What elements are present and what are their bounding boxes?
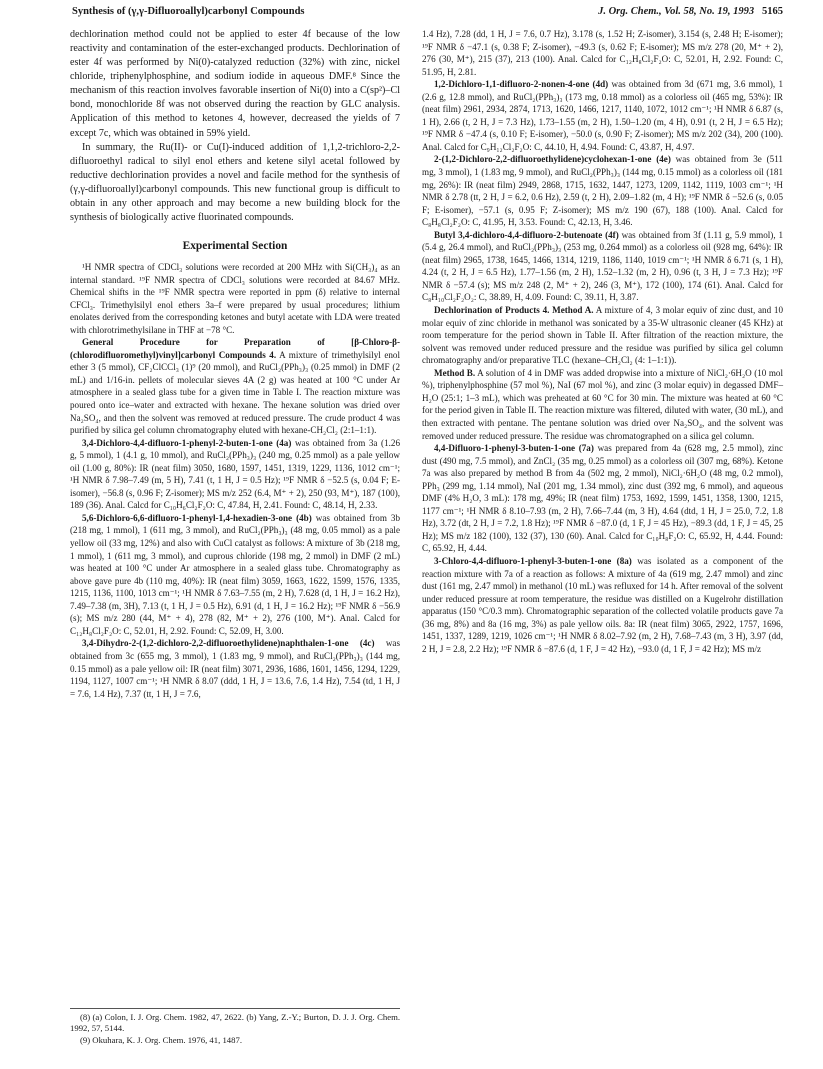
compound-4e-name: 2-(1,2-Dichloro-2,2-difluoroethylidene)cyclohexan-1-one (4e) <box>434 154 671 165</box>
running-title: Synthesis of (γ,γ-Difluoroallyl)carbonyl Compounds <box>72 6 305 17</box>
compound-8a-name: 3-Chloro-4,4-difluoro-1-phenyl-3-buten-1-one (8a) <box>434 555 632 566</box>
compound-4f-paragraph <box>422 229 783 304</box>
page-number: 5165 <box>762 6 783 17</box>
footnote-9: (9) Okuhara, K. J. Org. Chem. 1976, 41, 1487. <box>80 1034 242 1045</box>
procedure-heading: General Procedure for Preparation of [β-Chloro-β-(chlorodifluoromethyl)vinyl]carbonyl Compounds 4. <box>70 337 400 360</box>
compound-8a-data: was isolated as a component of the reaction mixture with 7a of a reaction as follows: A mixture of 4a (619 mg, 2.47 mmol) and zinc dust (161 mg, 2.47 mmol) in methanol (10 mL) was refluxed for 14 h. After removal of the solvent under reduced pressure at room temperature, the residue was distilled on a Kugelrohr distillation apparatus (150 °C/0.3 mm). Chromatographic separation of the collected volatile products gave 7a (36 mg, 8%) and 8a (16 mg, 3%) as pale yellow oils. 8a: IR (neat film) 3065, 2922, 1757, 1696, 1451, 1337, 1289, 1219, 1026 cm⁻¹; ¹H NMR δ 8.02–7.92 (m, 2 H), 7.68–7.43 (m, 3 H), 3.97 (dd, 2 H, J = 2.8, 2.2 Hz); ¹⁹F NMR δ −87.6 (d, 1 F, J = 42 Hz), −93.0 (d, 1 F, J = 42 Hz); MS m/z <box>422 555 784 654</box>
method-b-paragraph <box>422 367 783 442</box>
section-title: Experimental Section <box>182 240 288 253</box>
compound-8a-paragraph <box>422 555 783 655</box>
compound-4a-data: was obtained from 3a (1.26 g, 5 mmol), 1 (4.1 g, 10 mmol), and RuCl₂(PPh₃)₃ (240 mg, 0.25 mmol) as a pale yellow oil (1.00 g, 80%): IR (neat film) 3050, 1680, 1597, 1451, 1319, 1229, 1136, 1012 cm⁻¹; ¹H NMR δ 7.98–7.49 (m, 5 H), 7.41 (t, 1 H, J = 0.5 Hz); ¹⁹F NMR δ −52.5 (s, 0.04 F; E-isomer), −56.8 (s, 0.96 F; Z-isomer); MS m/z 252 (6.4, M⁺ + 2), 250 (93, M⁺), 187 (100), 189 (36). Anal. Calcd for C₁₀H₆Cl₂F₂O: C, 47.84, H, 2.41. Found: C, 48.14, H, 2.33. <box>70 437 400 511</box>
journal-citation <box>598 6 783 17</box>
compound-4d-paragraph <box>422 78 783 153</box>
procedure-text: A mixture of trimethylsilyl enol ether 3 (5 mmol), CF₂ClCCl₃ (1)⁹ (20 mmol), and RuCl₂(PPh₃)₃ (0.25 mmol) in DMF (2 mL) and 1/16-in. pellets of molecular sieves 4A (2 g) was heated at 100 °C under Ar atmosphere in a sealed glass tube for a given time in Table I. The reaction mixture was poured onto ice–water and extracted with hexane. The hexane solution was dried over Na₂SO₄, and then the solvent was removed at reduced pressure. The crude product 4 was purified by silica gel column chromatography eluted with hexane-CH₂Cl₂ (2:1–1:1). <box>70 349 400 436</box>
compound-7a-data: was prepared from 4a (628 mg, 2.5 mmol), zinc dust (490 mg, 7.5 mmol), and ZnCl₂ (35 mg, 0.25 mmol) as a colorless oil (307 mg, 68%). Ketone 7a was also prepared by method B from 4a (502 mg, 2 mmol), NiCl₂·6H₂O (48 mg, 0.2 mmol), PPh₃ (299 mg, 1.14 mmol), NaI (201 mg, 1.34 mmol), zinc dust (392 mg, 6 mmol), and aqueous DMF (4% H₂O, 3 mL): 178 mg, 49%; IR (neat film) 1753, 1692, 1599, 1451, 1358, 1300, 1215, 1177 cm⁻¹; ¹H NMR δ 8.10–7.93 (m, 2 H), 7.66–7.44 (m, 3 H), 4.64 (dtd, 1 H, J = 25.0, 7.2, 1.8 Hz), 3.72 (dt, 2 H, J = 7.2, 1.8 Hz); ¹⁹F NMR δ −87.0 (d, 1 F, J = 45 Hz), −89.3 (dd, 1 F, J = 45, 25 Hz); MS m/z 182 (100), 132 (37), 130 (60). Anal. Calcd for C₁₀H₈F₂O: C, 65.92, H, 4.44. Found: C, 65.92, H, 4.44. <box>422 443 783 554</box>
left-column <box>70 28 400 700</box>
procedure-paragraph <box>70 336 400 436</box>
compound-4f-name: Butyl 3,4-dichloro-4,4-difluoro-2-butenoate (4f) <box>434 229 619 240</box>
method-a-paragraph <box>422 304 783 367</box>
method-a-text: A mixture of 4, 3 molar equiv of zinc dust, and 10 molar equiv of zinc chloride in methanol was sonicated by a 35-W ultrasonic cleaner (45 KHz) at room temperature for the period shown in Table II. After filtration of the reaction mixture, the solvent was removed under reduced pressure and the residue was purified by silica gel column chromatography and/or preparative TLC (hexane–CH₂Cl₂ (4: 1–1:1)). <box>422 305 783 366</box>
compound-4a-name: 3,4-Dichloro-4,4-difluoro-1-phenyl-2-buten-1-one (4a) <box>82 437 292 448</box>
compound-4b-paragraph <box>70 512 400 637</box>
compound-4e-paragraph <box>422 153 783 228</box>
compound-4b-name: 5,6-Dichloro-6,6-difluoro-1-phenyl-1,4-hexadien-3-one (4b) <box>82 512 312 523</box>
compound-7a-name: 4,4-Difluoro-1-phenyl-3-buten-1-one (7a) <box>434 443 594 454</box>
compound-4c-data: was obtained from 3c (655 mg, 3 mmol), 1 (1.83 mg, 9 mmol), and RuCl₂(PPh₃)₃ (144 mg, 0.15 mmol) as a pale yellow oil: IR (neat film) 3071, 2936, 1686, 1601, 1456, 1294, 1229, 1194, 1127, 1007 cm⁻¹; ¹H NMR δ 8.07 (ddd, 1 H, J = 13.6, 7.6, 1.4 Hz), 7.54 (td, 1 H, J = 7.6, 1.4 Hz), 7.37 (tt, 1 H, J = 7.6, <box>70 638 400 699</box>
running-head <box>72 6 783 24</box>
compound-4d-data: was obtained from 3d (671 mg, 3.6 mmol), 1 (2.6 g, 12.8 mmol), and RuCl₂(PPh₃)₃ (173 mg, 0.18 mmol) as a colorless oil (465 mg, 53%): IR (neat film) 2961, 2934, 2874, 1713, 1620, 1466, 1217, 1140, 1072, 1012 cm⁻¹; ¹H NMR δ 6.87 (s, 1 H), 2.66 (t, 2 H, J = 7.3 Hz), 1.73–1.55 (m, 2 H), 1.50–1.20 (m, 4 H), 0.91 (t, 2 H, J = 6.5 Hz); ¹⁹F NMR δ −47.4 (s, 0.10 F; E-isomer), −50.0 (s, 0.90 F; Z-isomer); MS m/z 202 (34), 200 (100). Anal. Calcd for C₉H₁₂Cl₂F₂O: C, 44.10, H, 4.94. Found: C, 43.87, H, 4.97. <box>422 79 784 152</box>
compound-4a-paragraph <box>70 437 400 512</box>
compound-4d-name: 1,2-Dichloro-1,1-difluoro-2-nonen-4-one (4d) <box>434 79 609 90</box>
volume-issue-year: Vol. 58, No. 19, 1993 <box>664 6 755 17</box>
experimental-intro: ¹H NMR spectra of CDCl₃ solutions were recorded at 200 MHz with Si(CH₃)₄ as an internal standard. ¹⁹F NMR spectra of CDCl₃ solutions were recorded at 84.67 MHz. Chemical shifts in the ¹⁹F NMR spectra were reported in ppm (δ) relative to internal CFCl₃. Trimethylsilyl enol ethers 3a–f were prepared by usual procedures; lithium enolates derived from the corresponding ketones and butyl acetate with LDA were treated with chlorotrimethylsilane in THF at −78 °C. <box>70 262 400 335</box>
compound-4e-data: was obtained from 3e (511 mg, 3 mmol), 1 (1.83 mg, 9 mmol), and RuCl₂(PPh₃)₃ (144 mg, 0.15 mmol) as a colorless oil (181 mg, 26%): IR (neat film) 2949, 2868, 1715, 1632, 1447, 1273, 1209, 1142, 1119, 1003 cm⁻¹; ¹H NMR δ 2.78 (tt, 2 H, J = 6.2, 0.6 Hz), 2.59 (t, 2 H), 2.09–1.82 (m, 4 H); ¹⁹F NMR δ −52.6 (s, 0.05 F; E-isomer), −57.1 (s, 0.95 F; Z-isomer); MS m/z 190 (67), 188 (100). Anal. Calcd for C₈H₈Cl₂F₂O: C, 41.95, H, 3.53. Found: C, 42.13, H, 3.46. <box>422 154 783 228</box>
compound-4c-paragraph <box>70 637 400 700</box>
journal-name: J. Org. Chem., <box>598 6 662 17</box>
compound-4b-data: was obtained from 3b (218 mg, 1 mmol), 1 (611 mg, 3 mmol), and RuCl₂(PPh₃)₃ (48 mg, 0.05 mmol) as a pale yellow oil (33 mg, 12%) and also with CuCl catalyst as follows: A mixture of 3b (218 mg, 1 mmol), 1 (611 mg, 3 mmol), and cuprous chloride (198 mg, 2 mmol) in DMF (2 mL) was heated at 100 °C under Ar atmosphere in a sealed glass tube. Chromatography as above gave pure 4b (110 mg, 40%): IR (neat film) 3059, 1663, 1622, 1599, 1576, 1335, 1215, 1136, 1100, 1013 cm⁻¹; ¹H NMR δ 7.63–7.55 (m, 2 H), 7.628 (d, 1 H, J = 16.2 Hz), 7.49–7.38 (m, 3H), 7.13 (t, 1 H, J = 0.5 Hz), 6.91 (d, 1 H, J = 16.2 Hz); ¹⁹F NMR δ −56.9 (s); MS m/z 280 (44, M⁺ + 4), 278 (82, M⁺ + 2), 276 (100, M⁺). Anal. Calcd for C₁₂H₈Cl₂F₂O: C, 52.01, H, 2.92. Found: C, 52.09, H, 3.00. <box>70 512 400 636</box>
method-b-text: A solution of 4 in DMF was added dropwise into a mixture of NiCl₂·6H₂O (10 mol %), triphenylphosphine (57 mol %), NaI (67 mol %), and zinc (3 molar equiv) in degassed DMF–H₂O (25:1; 1–3 mL), which was preheated at 60 °C for 30 min. The mixture was heated at 60 °C for the period given in Table II. The reaction mixture was filtered, diluted with water, (30 mL), and then extracted with pentane. The pentane solution was dried over Na₂SO₄, and the solvent was removed under reduced pressure. The residue was chromatographed on a silica gel column. <box>422 367 783 441</box>
method-a-heading: Dechlorination of Products 4. Method A. <box>434 305 594 316</box>
compound-4c-name: 3,4-Dihydro-2-(1,2-dichloro-2,2-difluoroethylidene)naphthalen-1-one (4c) <box>82 638 375 649</box>
footnotes <box>70 1008 400 1046</box>
footnote-8: (8) (a) Colon, I. J. Org. Chem. 1982, 47, 2622. (b) Yang, Z.-Y.; Burton, D. J. J. Org. Chem. 1992, 57, 5144. <box>70 1012 400 1034</box>
summary-paragraph: In summary, the Ru(II)- or Cu(I)-induced addition of 1,1,2-trichloro-2,2-difluoroethyl radical to silyl enol ethers and ketene silyl acetal followed by reductive dechlorination provides a novel and facile method for the synthesis of (γ,γ-difluoroallyl)carbonyl compounds. This new functional group is difficult to obtain in any other approach and may become a new building block for the synthesis of biologically active fluorinated compounds. <box>70 141 400 224</box>
body-paragraph: dechlorination method could not be applied to ester 4f because of the low reactivity and contamination of the ester-exchanged products. Dechlorination of ester 4f was performed by Ni(0)-catalyzed reduction (32%) with zinc, nickel chloride, triphenylphosphine, and sodium iodide in aqueous DMF.⁸ Since the mechanism of this reaction involves favorable insertion of Ni(0) into a C(sp²)–Cl bond, monochloride 8f was not observed during the reaction by GLC analysis. Application of this method to ketones 4, however, decreased the yields of 7 except 7c, which was obtained in 59% yield. <box>70 29 400 139</box>
method-b-heading: Method B. <box>434 367 476 378</box>
right-column <box>422 28 783 655</box>
compound-4f-data: was obtained from 3f (1.11 g, 5.9 mmol), 1 (5.4 g, 26.4 mmol), and RuCl₂(PPh₃)₃ (253 mg, 0.264 mmol) as a colorless oil (928 mg, 64%): IR (neat film) 2965, 1738, 1645, 1466, 1314, 1219, 1186, 1140, 1019 cm⁻¹; ¹H NMR δ 6.71 (s, 1 H), 4.24 (t, 2 H, J = 6.5 Hz), 1.77–1.56 (m, 2 H), 1.52–1.32 (m, 2 H), 0.96 (t, 3 H, J = 7.3 Hz); ¹⁹F NMR δ −57.4 (s); MS m/z 248 (2, M⁺ + 2), 246 (3, M⁺), 172 (100), 174 (61). Anal. Calcd for C₈H₁₀Cl₂F₂O₂: C, 38.89, H, 4.09. Found: C, 39.11, H, 3.87. <box>422 229 783 303</box>
compound-4c-continued: 1.4 Hz), 7.28 (dd, 1 H, J = 7.6, 0.7 Hz), 3.178 (s, 1.52 H; Z-isomer), 3.154 (s, 2.48 H; E-isomer); ¹⁹F NMR δ −47.1 (s, 0.38 F; Z-isomer), −49.3 (s, 0.62 F; E-isomer); MS m/z 278 (20, M⁺ + 2), 276 (30, M⁺), 215 (37), 213 (100). Anal. Calcd for C₁₂H₈Cl₂F₂O: C, 52.01, H, 2.92. Found: C, 51.95, H, 2.81. <box>422 29 783 77</box>
compound-7a-paragraph <box>422 442 783 555</box>
